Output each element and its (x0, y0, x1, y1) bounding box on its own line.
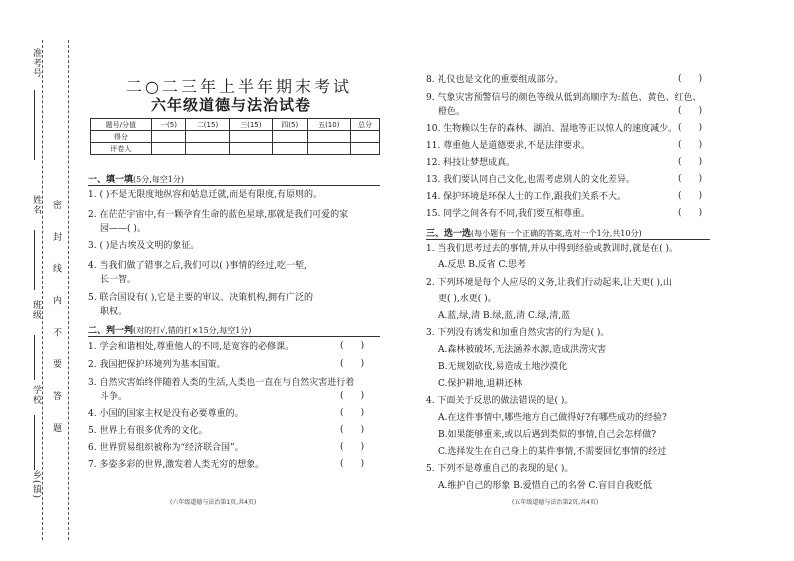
choice-question-5: 5. 下列不是尊重自己的表现的是( )。 (426, 464, 574, 474)
exam-no-label: 准考号 (31, 48, 41, 78)
judge-question-1: 1. 学会和谐相处,尊重他人的不同,是宽容的必修课。 (88, 342, 295, 352)
judge-question-3-cont: 斗争。 (100, 392, 128, 402)
exam-title: 二○二三年上半年期末考试 (126, 77, 352, 96)
answer-paren[interactable]: ( ) (678, 208, 703, 218)
choice-options-2: A.蓝,绿,清 B.绿,蓝,清 C.绿,清,蓝 (438, 311, 571, 321)
judge-question-12: 12. 科技让梦想成真。 (426, 158, 516, 168)
choice-options-1: A.反思 B.反省 C.思考 (438, 260, 526, 270)
judge-question-13: 13. 我们要认同自己文化,也需考虑别人的文化差异。 (426, 175, 636, 185)
answer-paren[interactable]: ( ) (678, 191, 703, 201)
choice-question-4: 4. 下面关于反思的做法错误的是( )。 (426, 396, 574, 406)
section2-title: 二、判一判 (88, 326, 134, 336)
school-label: 学校 (31, 385, 41, 405)
judge-question-2: 2. 我国把保护环境列为基本国策。 (88, 360, 226, 370)
judge-question-14: 14. 保护环境是环保人士的工作,跟我们关系不大。 (426, 192, 627, 202)
choice-option-3c: C.保护耕地,退耕还林 (438, 379, 523, 389)
score-cell (229, 131, 272, 143)
section3-heading (426, 226, 642, 239)
score-cell (229, 143, 272, 155)
answer-paren[interactable]: ( ) (678, 106, 703, 116)
score-cell: 得分 (91, 131, 152, 143)
answer-paren[interactable]: ( ) (340, 425, 365, 435)
fill-question-4: 4. 当我们做了错事之后,我们可以( )事情的经过,吃一堑, (88, 261, 307, 271)
answer-paren[interactable]: ( ) (340, 359, 365, 369)
answer-paren[interactable]: ( ) (678, 157, 703, 167)
fill-question-2: 2. 在茫茫宇宙中,有一颗孕育生命的蓝色星球,那就是我们可爱的家 (88, 210, 349, 220)
seal-dash-line (42, 40, 43, 540)
answer-paren[interactable]: ( ) (678, 123, 703, 133)
class-label: 班级 (31, 300, 41, 320)
section2-heading (88, 323, 251, 336)
answer-paren[interactable]: ( ) (340, 341, 365, 351)
section2-note: (对的打√,错的打×15分,每空1分) (133, 326, 252, 335)
score-cell (307, 131, 350, 143)
score-cell (272, 143, 307, 155)
answer-paren[interactable]: ( ) (340, 459, 365, 469)
score-cell: 三(15) (229, 119, 272, 131)
score-table-score-row (91, 131, 380, 143)
score-table (90, 118, 380, 155)
score-cell (350, 131, 379, 143)
judge-question-9-cont: 橙色。 (438, 107, 466, 117)
fill-question-5-cont: 职权。 (100, 307, 128, 317)
choice-options-5: A.维护自己的形象 B.爱惜自己的名誉 C.盲目自我贬低 (438, 481, 652, 491)
judge-question-11: 11. 尊重他人是道德要求,不是法律要求。 (426, 141, 591, 151)
answer-paren[interactable]: ( ) (340, 408, 365, 418)
choice-question-3: 3. 下列没有诱发和加重自然灾害的行为是( )。 (426, 328, 610, 338)
judge-question-4: 4. 小国的国家主权是没有必要尊重的。 (88, 409, 244, 419)
section1-heading (88, 172, 184, 185)
seal-text: 密 封 线 内 不 要 答 题 (51, 200, 61, 443)
score-cell: 四(5) (272, 119, 307, 131)
fill-question-2-cont: 园——( )。 (100, 224, 146, 234)
choice-option-3a: A.森林被破坏,无法涵养水源,造成洪涝灾害 (438, 345, 607, 355)
judge-question-5: 5. 世界上有很多优秀的文化。 (88, 426, 208, 436)
choice-option-4a: A.在这件事情中,哪些地方自己做得好?有哪些成功的经验? (438, 413, 667, 423)
score-table-grader-row (91, 143, 380, 155)
judge-question-9: 9. 气象灾害预警信号的颜色等级从低到高顺序为:蓝色、黄色、红色、 (426, 93, 702, 103)
score-cell (272, 131, 307, 143)
score-cell: 题号/分值 (91, 119, 152, 131)
judge-question-15: 15. 同学之间各有不同,我们要互相尊重。 (426, 209, 591, 219)
choice-option-3b: B.无规划砍伐,易造成土地沙漠化 (438, 362, 568, 372)
section3-title: 三、选一选 (426, 229, 472, 239)
section3-rule (426, 239, 710, 240)
judge-question-10: 10. 生物赖以生存的森林、湖泊、湿地等正以惊人的速度减少。 (426, 124, 678, 134)
fill-question-4-cont: 长一智。 (100, 275, 137, 285)
judge-question-6: 6. 世界贸易组织被称为“经济联合国”。 (88, 443, 244, 453)
judge-question-3: 3. 自然灾害始终伴随着人类的生活,人类也一直在与自然灾害进行着 (88, 378, 355, 388)
page-footer-right: (五年级道德与法治第2页,共4页) (512, 499, 599, 506)
judge-question-7: 7. 多姿多彩的世界,激发着人类无穷的想象。 (88, 460, 265, 470)
choice-question-1: 1. 当我们思考过去的事情,并从中得到经验或教训时,就是在( )。 (426, 244, 679, 254)
binding-strip (0, 0, 72, 561)
score-cell (186, 143, 229, 155)
class-line (34, 335, 35, 380)
choice-option-4c: C.选择发生在自己身上的某件事情,不需要回忆事情的经过 (438, 447, 667, 457)
page-footer-left: (六年级道德与法治第1页,共4页) (170, 499, 257, 506)
section1-rule (88, 185, 380, 186)
town-label: 乡(镇) (31, 470, 41, 500)
section2-rule (88, 336, 380, 337)
school-line (34, 415, 35, 470)
score-cell (151, 131, 186, 143)
choice-question-2-cont: 更( ),水更( )。 (438, 294, 497, 304)
answer-paren[interactable]: ( ) (678, 74, 703, 84)
score-cell: 二(15) (186, 119, 229, 131)
section3-note: (每小题有一个正确的答案,选对一个1分,共10分) (471, 229, 642, 238)
exam-subtitle: 六年级道德与法治试卷 (151, 96, 312, 114)
score-cell (307, 143, 350, 155)
name-label: 姓名 (31, 195, 41, 215)
score-table-header-row (91, 119, 380, 131)
score-cell: 五(10) (307, 119, 350, 131)
name-line (34, 230, 35, 290)
score-cell (151, 143, 186, 155)
score-cell (186, 131, 229, 143)
score-cell: 总分 (350, 119, 379, 131)
score-cell: 一(5) (151, 119, 186, 131)
section1-title: 一、填一填 (88, 175, 134, 185)
fill-question-1: 1. ( )不是无限度地纵容和姑息迁就,而是有限度,有原则的。 (88, 190, 323, 200)
answer-paren[interactable]: ( ) (340, 442, 365, 452)
choice-question-2: 2. 下列环境是每个人应尽的义务,让我们行动起来,让天更( ),山 (426, 278, 672, 288)
fill-question-5: 5. 联合国设有( ),它是主要的审议、决策机构,拥有广泛的 (88, 293, 314, 303)
answer-paren[interactable]: ( ) (340, 391, 365, 401)
score-cell (350, 143, 379, 155)
choice-option-4b: B.如果能够重来,或以后遇到类似的事情,自己会怎样做? (438, 430, 657, 440)
seal-dash-line-2 (68, 40, 69, 540)
judge-question-8: 8. 礼仪也是文化的重要组成部分。 (426, 75, 564, 85)
answer-paren[interactable]: ( ) (678, 140, 703, 150)
score-cell: 评卷人 (91, 143, 152, 155)
section1-note: (5分,每空1分) (133, 175, 184, 184)
answer-paren[interactable]: ( ) (678, 174, 703, 184)
fill-question-3: 3. ( )是古埃及文明的象征。 (88, 241, 200, 251)
exam-no-line (34, 90, 35, 160)
